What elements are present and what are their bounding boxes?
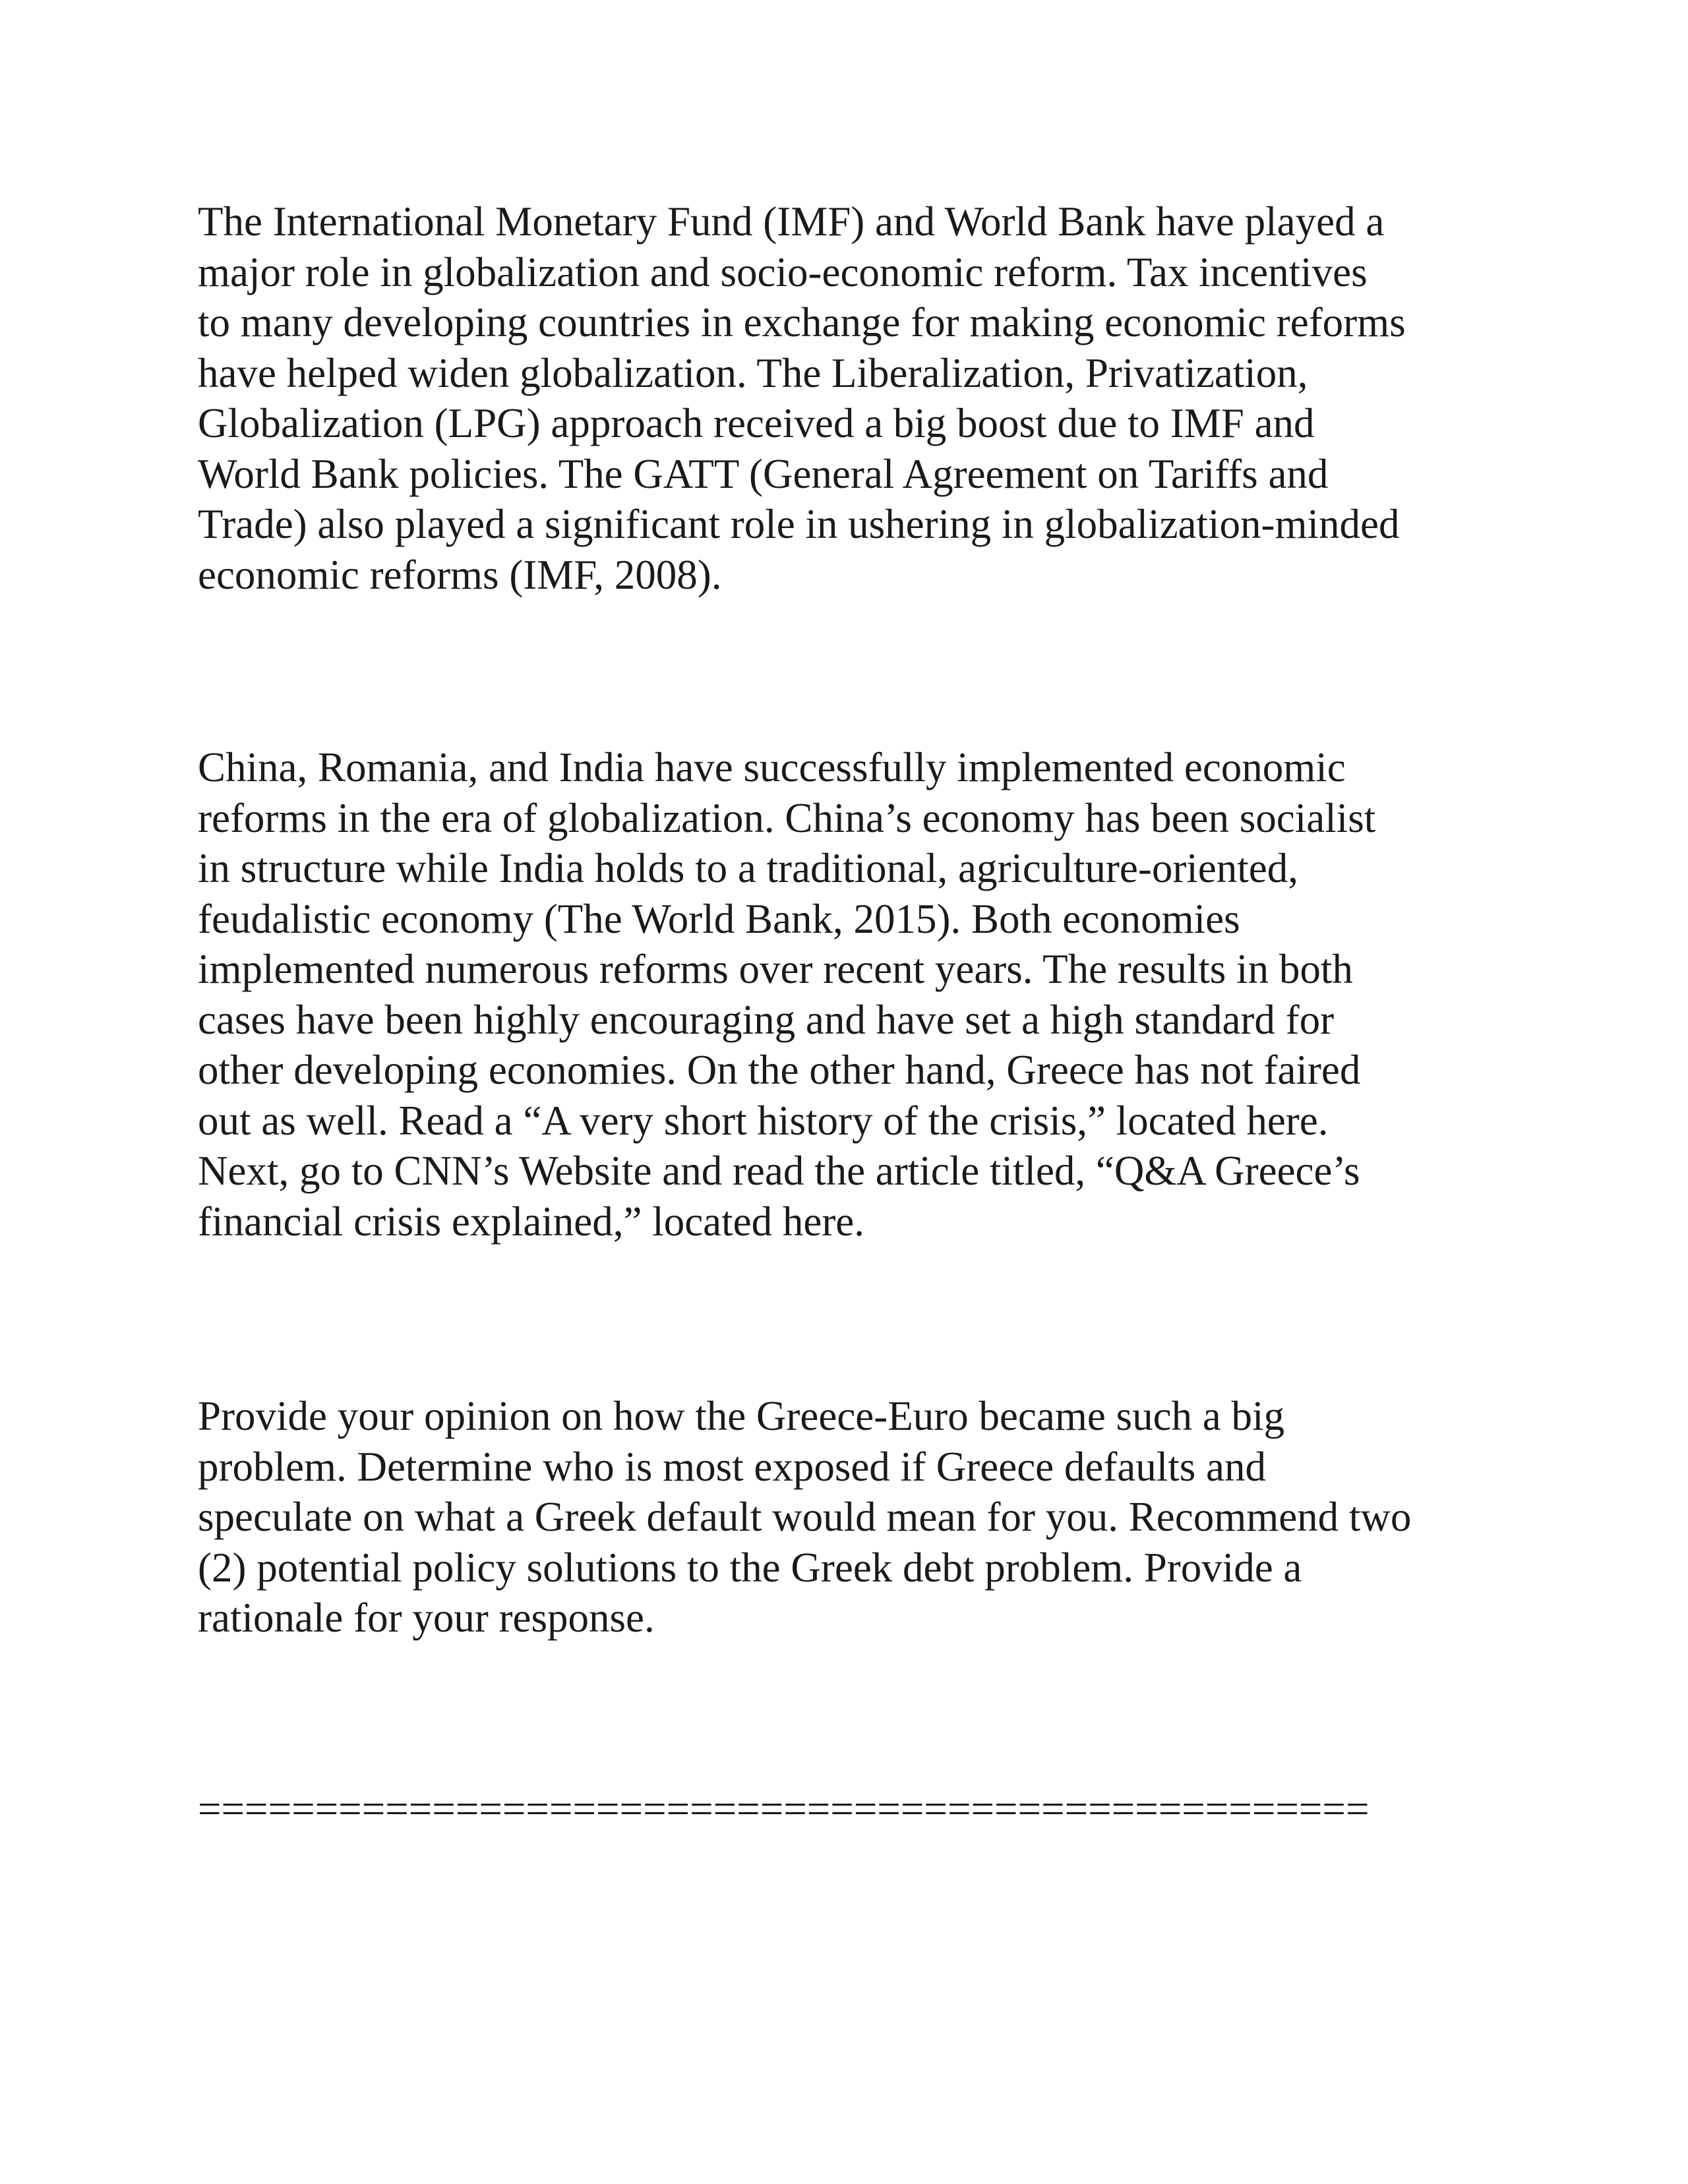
paragraph-line: Provide your opinion on how the Greece-Euro became such a big <box>198 1393 1284 1439</box>
paragraph-line: rationale for your response. <box>198 1595 655 1641</box>
paragraph-line: other developing economies. On the other hand, Greece has not faired <box>198 1047 1361 1093</box>
paragraph-line: China, Romania, and India have successfully implemented economic <box>198 744 1346 790</box>
paragraph-line: have helped widen globalization. The Liberalization, Privatization, <box>198 349 1308 396</box>
paragraph-line: Globalization (LPG) approach received a big boost due to IMF and <box>198 400 1315 446</box>
paragraph-line: financial crisis explained,” located here. <box>198 1198 865 1245</box>
paragraph-line: in structure while India holds to a traditional, agriculture-oriented, <box>198 845 1298 891</box>
paragraph-line: to many developing countries in exchange for making economic reforms <box>198 299 1406 345</box>
paragraph-line: out as well. Read a “A very short history of the crisis,” located here. <box>198 1097 1329 1144</box>
paragraph-line: The International Monetary Fund (IMF) and World Bank have played a <box>198 198 1385 245</box>
separator-line: ================================================== <box>198 1786 1370 1832</box>
paragraph-line: cases have been highly encouraging and have set a high standard for <box>198 996 1335 1043</box>
paragraph-assignment-prompt <box>198 1391 1550 1643</box>
paragraph-line: Next, go to CNN’s Website and read the article titled, “Q&A Greece’s <box>198 1148 1360 1194</box>
paragraph-line: Trade) also played a significant role in ushering in globalization-minded <box>198 501 1400 547</box>
paragraph-economic-reforms <box>198 742 1550 1247</box>
paragraph-imf-world-bank <box>198 196 1550 600</box>
paragraph-line: speculate on what a Greek default would mean for you. Recommend two <box>198 1494 1412 1540</box>
paragraph-line: feudalistic economy (The World Bank, 2015). Both economies <box>198 895 1240 942</box>
paragraph-line: economic reforms (IMF, 2008). <box>198 551 722 598</box>
paragraph-line: major role in globalization and socio-economic reform. Tax incentives <box>198 249 1368 295</box>
paragraph-line: reforms in the era of globalization. China’s economy has been socialist <box>198 794 1376 841</box>
paragraph-line: implemented numerous reforms over recent years. The results in both <box>198 946 1353 992</box>
paragraph-line: (2) potential policy solutions to the Greek debt problem. Provide a <box>198 1544 1302 1591</box>
paragraph-line: problem. Determine who is most exposed if Greece defaults and <box>198 1443 1267 1490</box>
paragraph-line: World Bank policies. The GATT (General Agreement on Tariffs and <box>198 450 1329 497</box>
